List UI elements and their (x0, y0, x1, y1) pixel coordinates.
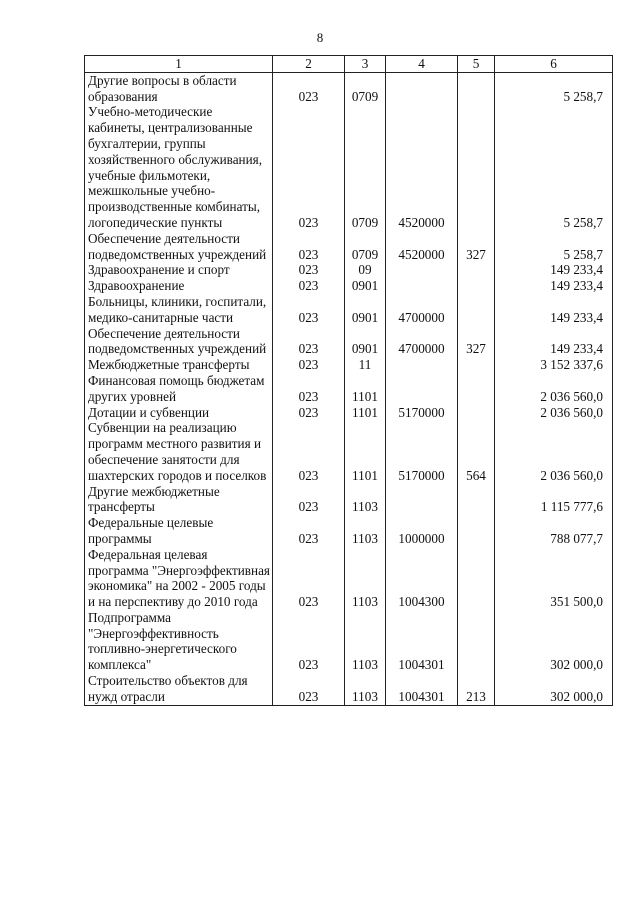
table-row (85, 104, 613, 230)
cell-section-code: 1101 (345, 420, 386, 483)
cell-ministry-code: 023 (273, 231, 345, 263)
cell-ministry-code: 023 (273, 515, 345, 547)
cell-expense-type-code (458, 262, 495, 278)
cell-target-code: 1004301 (386, 610, 458, 673)
cell-name: Межбюджетные трансферты (85, 357, 273, 373)
cell-amount: 3 152 337,6 (495, 357, 613, 373)
table-row (85, 405, 613, 421)
cell-expense-type-code: 327 (458, 231, 495, 263)
cell-name: Федеральная целевая программа "Энергоэффективная экономика" на 2002 - 2005 годы и на перспективу до 2010 года (85, 547, 273, 610)
column-header: 1 (85, 56, 273, 73)
cell-target-code (386, 373, 458, 405)
cell-amount: 5 258,7 (495, 104, 613, 230)
cell-amount: 5 258,7 (495, 231, 613, 263)
cell-ministry-code: 023 (273, 373, 345, 405)
cell-target-code (386, 484, 458, 516)
page-number: 8 (316, 30, 324, 45)
table-row (85, 294, 613, 326)
cell-amount: 788 077,7 (495, 515, 613, 547)
cell-amount: 2 036 560,0 (495, 420, 613, 483)
column-header: 4 (386, 56, 458, 73)
cell-target-code: 5170000 (386, 420, 458, 483)
cell-name: Другие межбюджетные трансферты (85, 484, 273, 516)
cell-ministry-code: 023 (273, 262, 345, 278)
cell-section-code: 1101 (345, 373, 386, 405)
cell-section-code: 11 (345, 357, 386, 373)
cell-amount: 5 258,7 (495, 72, 613, 104)
cell-expense-type-code (458, 72, 495, 104)
cell-section-code: 1103 (345, 610, 386, 673)
cell-section-code: 0901 (345, 294, 386, 326)
table-row (85, 262, 613, 278)
cell-section-code: 0709 (345, 72, 386, 104)
cell-ministry-code: 023 (273, 547, 345, 610)
cell-ministry-code: 023 (273, 405, 345, 421)
cell-ministry-code: 023 (273, 420, 345, 483)
table-row (85, 278, 613, 294)
table-row (85, 673, 613, 705)
budget-table (84, 55, 613, 706)
cell-expense-type-code (458, 294, 495, 326)
cell-expense-type-code (458, 357, 495, 373)
table-row (85, 373, 613, 405)
cell-target-code (386, 357, 458, 373)
cell-expense-type-code: 564 (458, 420, 495, 483)
cell-name: Дотации и субвенции (85, 405, 273, 421)
cell-target-code (386, 262, 458, 278)
cell-amount: 302 000,0 (495, 673, 613, 705)
cell-ministry-code: 023 (273, 294, 345, 326)
cell-ministry-code: 023 (273, 484, 345, 516)
cell-ministry-code: 023 (273, 673, 345, 705)
column-header: 2 (273, 56, 345, 73)
cell-name: Финансовая помощь бюджетам других уровней (85, 373, 273, 405)
budget-table-body (85, 72, 613, 705)
table-header-row (85, 56, 613, 73)
table-row (85, 231, 613, 263)
cell-expense-type-code (458, 278, 495, 294)
cell-section-code: 1103 (345, 673, 386, 705)
cell-name: Здравоохранение (85, 278, 273, 294)
cell-ministry-code: 023 (273, 278, 345, 294)
cell-ministry-code: 023 (273, 326, 345, 358)
cell-target-code: 4520000 (386, 231, 458, 263)
cell-section-code: 09 (345, 262, 386, 278)
cell-amount: 2 036 560,0 (495, 405, 613, 421)
cell-section-code: 1101 (345, 405, 386, 421)
cell-target-code: 5170000 (386, 405, 458, 421)
cell-section-code: 0901 (345, 326, 386, 358)
cell-expense-type-code: 327 (458, 326, 495, 358)
cell-name: Больницы, клиники, госпитали, медико-санитарные части (85, 294, 273, 326)
table-row (85, 420, 613, 483)
cell-amount: 149 233,4 (495, 294, 613, 326)
cell-expense-type-code: 213 (458, 673, 495, 705)
cell-expense-type-code (458, 104, 495, 230)
cell-name: Строительство объектов для нужд отрасли (85, 673, 273, 705)
cell-name: Другие вопросы в области образования (85, 72, 273, 104)
cell-expense-type-code (458, 547, 495, 610)
cell-name: Обеспечение деятельности подведомственных учреждений (85, 326, 273, 358)
table-row (85, 547, 613, 610)
cell-amount: 351 500,0 (495, 547, 613, 610)
column-header: 6 (495, 56, 613, 73)
cell-expense-type-code (458, 515, 495, 547)
cell-amount: 149 233,4 (495, 278, 613, 294)
table-row (85, 72, 613, 104)
cell-target-code: 4700000 (386, 294, 458, 326)
cell-target-code (386, 72, 458, 104)
cell-section-code: 1103 (345, 547, 386, 610)
cell-ministry-code: 023 (273, 357, 345, 373)
cell-section-code: 1103 (345, 484, 386, 516)
cell-target-code: 4700000 (386, 326, 458, 358)
cell-section-code: 1103 (345, 515, 386, 547)
cell-amount: 1 115 777,6 (495, 484, 613, 516)
column-header: 5 (458, 56, 495, 73)
cell-ministry-code: 023 (273, 72, 345, 104)
cell-amount: 2 036 560,0 (495, 373, 613, 405)
cell-amount: 302 000,0 (495, 610, 613, 673)
cell-section-code: 0901 (345, 278, 386, 294)
cell-expense-type-code (458, 405, 495, 421)
table-row (85, 610, 613, 673)
cell-expense-type-code (458, 373, 495, 405)
cell-target-code: 1004300 (386, 547, 458, 610)
cell-section-code: 0709 (345, 231, 386, 263)
cell-target-code (386, 278, 458, 294)
table-row (85, 326, 613, 358)
cell-name: Федеральные целевые программы (85, 515, 273, 547)
cell-amount: 149 233,4 (495, 262, 613, 278)
cell-target-code: 1000000 (386, 515, 458, 547)
table-row (85, 357, 613, 373)
cell-section-code: 0709 (345, 104, 386, 230)
cell-target-code: 4520000 (386, 104, 458, 230)
cell-name: Подпрограмма "Энергоэффективность топливно-энергетического комплекса" (85, 610, 273, 673)
column-header: 3 (345, 56, 386, 73)
cell-expense-type-code (458, 610, 495, 673)
cell-name: Здравоохранение и спорт (85, 262, 273, 278)
cell-amount: 149 233,4 (495, 326, 613, 358)
cell-ministry-code: 023 (273, 104, 345, 230)
cell-expense-type-code (458, 484, 495, 516)
table-row (85, 515, 613, 547)
cell-target-code: 1004301 (386, 673, 458, 705)
cell-ministry-code: 023 (273, 610, 345, 673)
cell-name: Обеспечение деятельности подведомственных учреждений (85, 231, 273, 263)
cell-name: Учебно-методические кабинеты, централизованные бухгалтерии, группы хозяйственного обслуживания, учебные фильмотеки, межшкольные учебно-производственные комбинаты, логопедические пункты (85, 104, 273, 230)
table-row (85, 484, 613, 516)
cell-name: Субвенции на реализацию программ местного развития и обеспечение занятости для шахтерских городов и поселков (85, 420, 273, 483)
